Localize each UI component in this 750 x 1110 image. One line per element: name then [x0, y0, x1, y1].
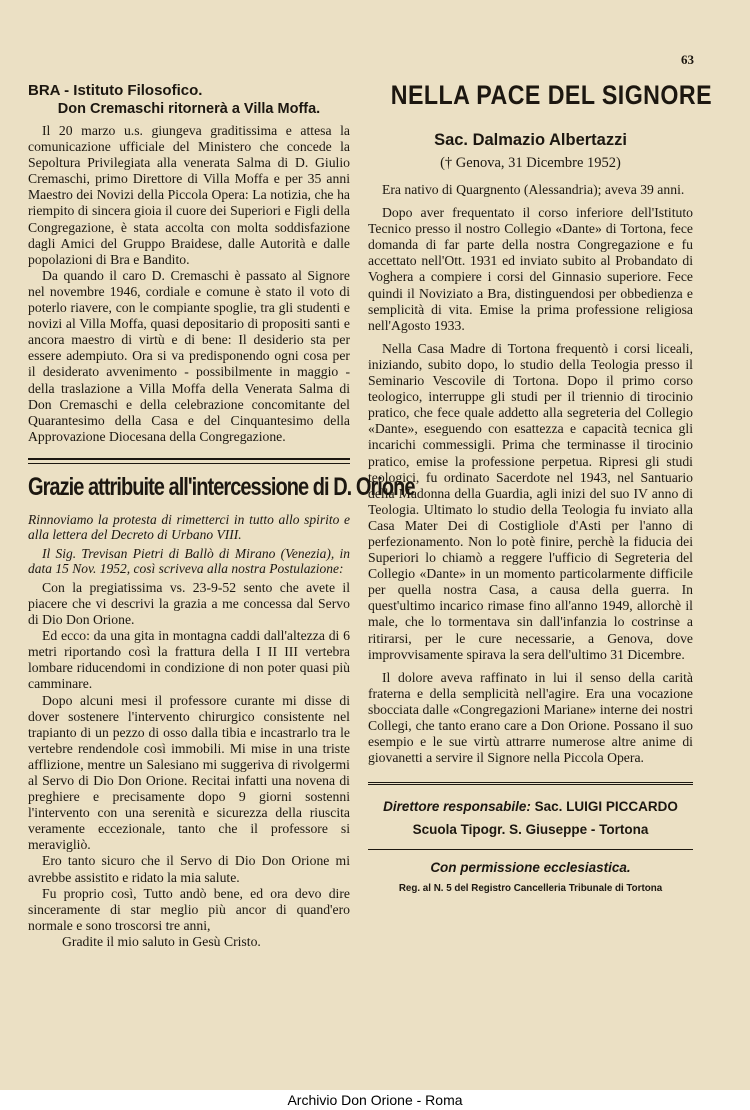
paragraph: Il dolore aveva raffinato in lui il senso della carità fraterna e della semplicità nell'agire. Era una vocazione sbocciata dalle «Congregazioni Mariane» interne dei nostri Collegi, che tanto erano care a Don Orione. Possano il suo esempio e le sue virtù attrarre numerose altre anime di giovanetti a servire il Signore nella Piccola Opera. — [368, 669, 693, 766]
paragraph: Con la pregiatissima vs. 23-9-52 sento che avete il piacere che vi descrivi la grazia a me concessa dal Servo di Dio Don Orione. — [28, 579, 350, 628]
left-column — [28, 76, 415, 950]
closing-line: Gradite il mio saluto in Gesù Cristo. — [62, 933, 261, 949]
paragraph: Da quando il caro D. Cremaschi è passato al Signore nel novembre 1946, cordiale e comune è stato il voto di poterlo riavere, con le compiante spoglie, tra gli studenti e novizi al Villa Moffa, quasi depositario di propositi santi e ancora maestro di virtù e di bene: Il desiderio sta per essere adempiuto. Ora si va predisponendo ogni cosa per il desiderato avvenimento - possibilmente in maggio - della traslazione a Villa Moffa della Venerata Salma di Don Cremaschi e della celebrazione concomitante del Quarantesimo della Casa e del Cinquantesimo della Approvazione Diocesana della Congregazione. — [28, 267, 350, 444]
obituary-name: Sac. Dalmazio Albertazzi — [434, 131, 627, 149]
director-name: Sac. LUIGI PICCARDO — [534, 799, 678, 815]
divider — [368, 782, 693, 785]
grazie-intro: Rinnoviamo la protesta di rimetterci in tutto allo spirito e alla lettera del Decreto di Urbano VIII. — [28, 511, 350, 543]
divider — [28, 463, 350, 464]
archive-footer: Archivio Don Orione - Roma — [0, 1090, 750, 1110]
grazie-source: Il Sig. Trevisan Pietri di Ballò di Mirano (Venezia), in data 15 Nov. 1952, così scriveva alla nostra Postulazione: — [28, 545, 350, 577]
director-label: Direttore responsabile: — [383, 799, 531, 815]
registry-line: Reg. al N. 5 del Registro Cancelleria Tribunale di Tortona — [398, 883, 663, 895]
right-column — [368, 80, 713, 895]
divider — [368, 849, 693, 850]
page-number: 63 — [681, 52, 694, 67]
paragraph: Era nativo di Quargnento (Alessandria); aveva 39 anni. — [382, 182, 685, 197]
director-line — [368, 799, 693, 814]
paragraph: Ero tanto sicuro che il Servo di Dio Don Orione mi avrebbe assistito e ridato la mia salute. — [28, 853, 350, 885]
divider — [28, 458, 350, 460]
permission-line: Con permissione ecclesiastica. — [430, 860, 631, 876]
paragraph: Il 20 marzo u.s. giungeva graditissima e attesa la comunicazione ufficiale del Ministero che concede la Sepoltura Privilegiata alla venerata Salma di D. Giulio Cremaschi, primo Direttore di Villa Moffa e per 35 anni Maestro dei Novizi della Piccola Opera: La notizia, che ha riempito di sincera gioia il cuore dei Superiori e Figli della Congregazione, è stata accolta con molta soddisfazione dagli Amici del Gruppo Braidese, dalle Autorità e dalle popolazioni di Bra e Bandito. — [28, 123, 350, 267]
paragraph: Fu proprio così, Tutto andò bene, ed ora devo dire sinceramente di star meglio più ancor di quand'ero normale e sono troscorsi tre anni, — [28, 885, 350, 933]
paragraph: Nella Casa Madre di Tortona frequentò i corsi liceali, iniziando, subito dopo, lo studio della Teologia presso il Seminario Vescovile di Tortona. Dopo il primo corso teologico, interruppe gli studi per il triennio di tirocinio pratico, che fece quale addetto alla segreteria del Collegio «Dante», eseguendo con esattezza e capacità tecnica gli incarichi commessigli. Prima che terminasse il tirocinio pratico, emise la professione perpetua. Ripresi gli studi teologici, fu ordinato Sacerdote nel 1943, nel Santuario della Madonna della Guardia, agli inizi del suo IV anno di Teologia. Ultimato lo studio della Teologia fu inviato alla Casa Mater Dei di Costigliole d'Asti per l'anno di perfezionamento. Non lo potè finire, perchè la fiducia dei Superiori lo chiamò a reggere l'ufficio di Segreteria del Collegio «Dante» in un momento particolarmente difficile per quella nostra Casa, a causa della guerra. In quest'ultimo incarico rimase fino all'anno 1949, allorchè il male, che lo tormentava sin dall'infanzia lo costrinse a ritirarsi, per le cure necessarie, a Genova, dove improvvisamente spirava la sera dell'ultimo 31 Dicembre. — [368, 340, 693, 662]
obituary-date: († Genova, 31 Dicembre 1952) — [440, 155, 621, 171]
section-title-cremaschi: Don Cremaschi ritornerà a Villa Moffa. — [57, 101, 321, 117]
section-label-bra: BRA - Istituto Filosofico. — [28, 82, 203, 99]
paragraph: Ed ecco: da una gita in montagna caddi dall'altezza di 6 metri riportando così la frattura della I II III vertebra lombare riducendomi in condizione di non poter quasi più camminare. — [28, 628, 350, 692]
section-title-grazie: Grazie attribuite all'intercessione di D. Orione — [28, 472, 415, 501]
paragraph: Dopo aver frequentato il corso inferiore dell'Istituto Tecnico presso il nostro Collegio «Dante» di Tortona, fece domanda di far parte della nostra Congregazione e fu accettato nell'Ott. 1931 ed inviato subito al Probandato di Voghera a compiere i corsi del Ginnasio superiore. Fece quindi il Noviziato a Bra, distinguendosi per obbedienza e semplicità di vita. Emise la prima professione religiosa nell'Agosto 1933. — [368, 205, 693, 333]
paragraph: Dopo alcuni mesi il professore curante mi disse di dover sostenere l'intervento chirurgico consistente nel trapianto di un pezzo di osso dalla tibia e incastrarlo tra le vertebre rendendole così immobili. Mi mise in una triste afflizione, mentre un Salesiano mi suggeriva di rivolgermi al Servo di Dio Don Orione. Recitai infatti una novena di preghiere e precisamente dopo 9 giorni sostenni l'intervento con una serenità e sicurezza della riuscita veramente eccezionale, tanto che il professore si meravigliò. — [28, 692, 350, 853]
obituary-title: NELLA PACE DEL SIGNORE — [390, 80, 713, 110]
printer-line: Scuola Tipogr. S. Giuseppe - Tortona — [412, 822, 649, 838]
